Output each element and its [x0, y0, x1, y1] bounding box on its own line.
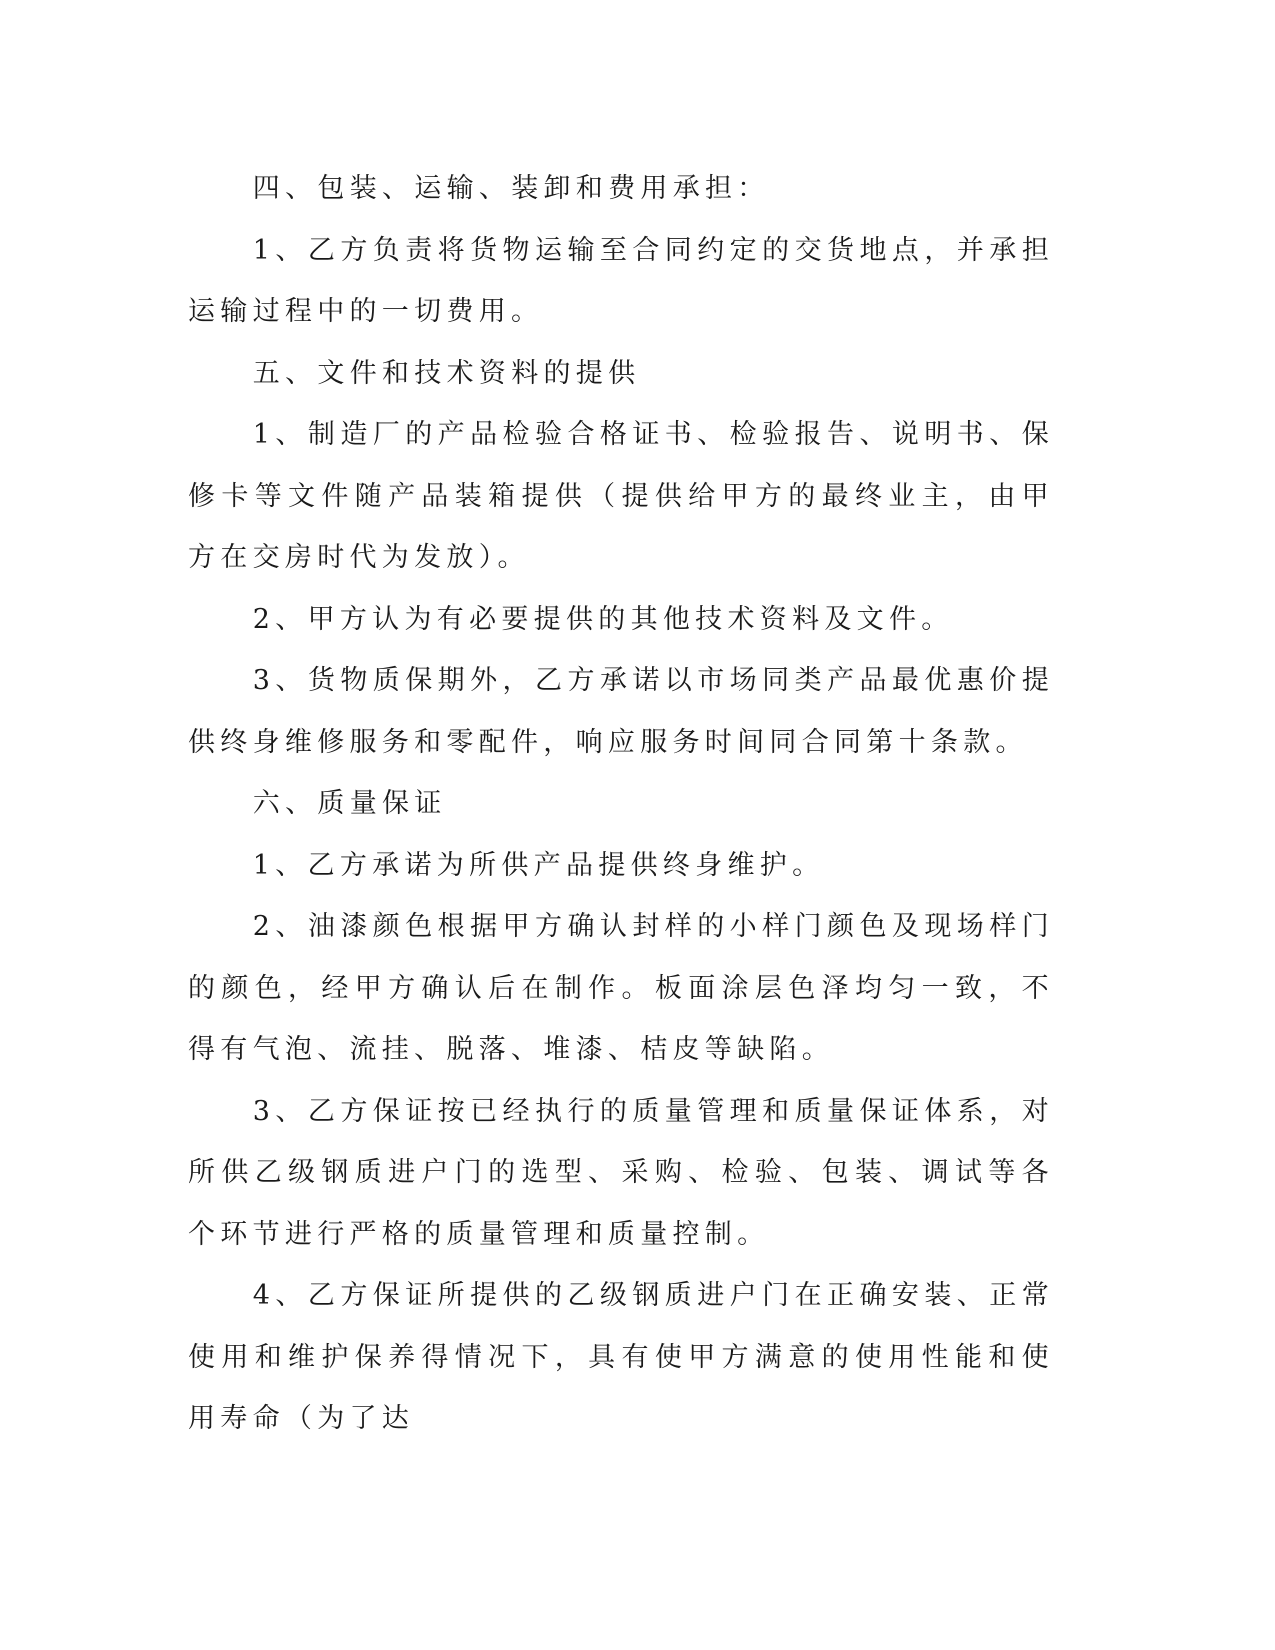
clause-lifetime-maintenance: 1、乙方承诺为所供产品提供终身维护。 — [252, 849, 825, 881]
clause-service-life: 4、乙方保证所提供的乙级钢质进户门在正确安装、正常使用和维护保养得情况下，具有使甲方满意的使用性能和使用寿命（为了达 — [188, 1280, 1054, 1434]
clause-transport-costs: 1、乙方负责将货物运输至合同约定的交货地点，并承担运输过程中的一切费用。 — [188, 234, 1054, 327]
clause-paint-color: 2、油漆颜色根据甲方确认封样的小样门颜色及现场样门的颜色，经甲方确认后在制作。板面涂层色泽均匀一致，不得有气泡、流挂、脱落、堆漆、桔皮等缺陷。 — [188, 911, 1054, 1065]
document-body — [188, 158, 1054, 1450]
clause-certificates: 1、制造厂的产品检验合格证书、检验报告、说明书、保修卡等文件随产品装箱提供（提供给甲方的最终业主，由甲方在交房时代为发放）。 — [188, 419, 1054, 573]
section-heading-quality: 六、质量保证 — [252, 788, 447, 819]
clause-quality-control: 3、乙方保证按已经执行的质量管理和质量保证体系，对所供乙级钢质进户门的选型、采购、检验、包装、调试等各个环节进行严格的质量管理和质量控制。 — [188, 1095, 1054, 1250]
clause-technical-materials: 2、甲方认为有必要提供的其他技术资料及文件。 — [252, 603, 954, 635]
clause-lifetime-service: 3、货物质保期外，乙方承诺以市场同类产品最优惠价提供终身维修服务和零配件，响应服务时间同合同第十条款。 — [188, 665, 1054, 758]
section-heading-packaging: 四、包装、运输、装卸和费用承担： — [252, 173, 770, 204]
section-heading-documents: 五、文件和技术资料的提供 — [252, 357, 641, 389]
